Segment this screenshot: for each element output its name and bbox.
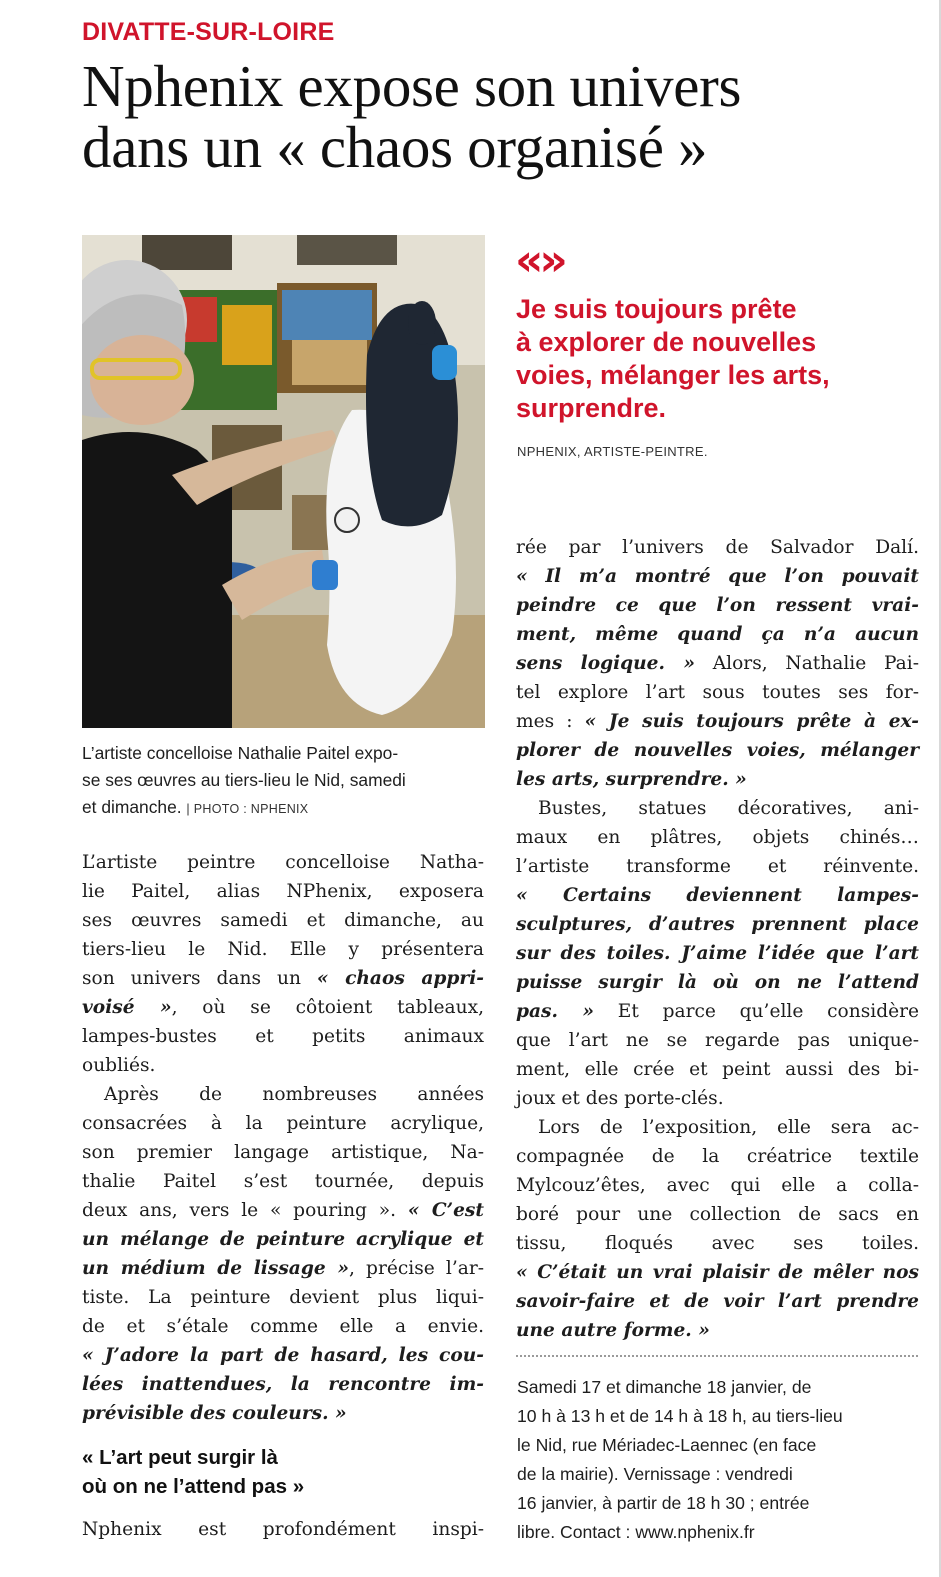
text-line: ment, même quand ça n’a aucun (516, 624, 919, 645)
quote-run: un médium de lissage » (82, 1258, 349, 1279)
info-line-3: le Nid, rue Mériadec-Laennec (en face (517, 1435, 817, 1455)
text-line: consacrées à la peinture acrylique, (82, 1113, 484, 1134)
text-line: boré pour une collection de sacs en (516, 1204, 919, 1225)
body-column-left-continued (82, 1515, 484, 1544)
pull-quote-attribution: NPHENIX, ARTISTE-PEINTRE. (517, 444, 708, 459)
text-line: rée par l’univers de Salvador Dalí. (516, 537, 919, 558)
headline (82, 53, 932, 180)
text-line: L’artiste peintre concelloise Natha- (82, 852, 484, 873)
text-run: , précise l’ar- (349, 1258, 484, 1279)
text-line: Bustes, statues décoratives, ani- (538, 798, 919, 819)
info-line-2: 10 h à 13 h et de 14 h à 18 h, au tiers-lieu (517, 1406, 843, 1426)
quote-run: pas. » (516, 1001, 594, 1022)
text-line: Après de nombreuses années (104, 1084, 484, 1105)
text-line: sur des toiles. J’aime l’idée que l’art (516, 943, 919, 964)
text-line: Mylcouz’êtes, avec qui elle a colla- (516, 1175, 919, 1196)
quote-marks-icon: «» (515, 235, 564, 286)
text-line: un mélange de peinture acrylique et (82, 1229, 484, 1250)
text-line: sculptures, d’autres prennent place (516, 914, 919, 935)
text-line: « J’adore la part de hasard, les cou- (82, 1345, 484, 1366)
text-line: les arts, surprendre. » (516, 769, 747, 790)
text-line: peindre ce que l’on ressent vrai- (516, 595, 919, 616)
quote-run: « C’est (407, 1200, 484, 1221)
text-line: joux et des porte-clés. (516, 1088, 724, 1109)
info-line-1: Samedi 17 et dimanche 18 janvier, de (517, 1377, 812, 1397)
subheading-line-2: où on ne l’attend pas » (82, 1475, 305, 1498)
text-line: ses œuvres samedi et dimanche, au (82, 910, 484, 931)
text-line: compagnée de la créatrice textile (516, 1146, 919, 1167)
text-line (82, 1196, 484, 1225)
caption-line-1: L’artiste concelloise Nathalie Paitel expo- (82, 743, 399, 763)
text-run: deux ans, vers le « pouring ». (82, 1200, 408, 1221)
article-photo (82, 235, 485, 728)
text-line: prévisible des couleurs. » (82, 1403, 347, 1424)
text-run: son univers dans un (82, 968, 317, 989)
text-line: ment, elle crée et peint aussi des bi- (516, 1059, 919, 1080)
text-line: tiers-lieu le Nid. Elle y présentera (82, 939, 484, 960)
text-run: , où se côtoient tableaux, (171, 997, 484, 1018)
text-line: tiste. La peinture devient plus liqui- (82, 1287, 484, 1308)
text-line: l’artiste transforme et réinvente. (516, 856, 919, 877)
event-info-box (517, 1373, 917, 1547)
text-line: maux en plâtres, objets chinés… (516, 827, 919, 848)
quote-run: « Je suis toujours prête à ex- (584, 711, 919, 732)
body-column-left (82, 848, 484, 1428)
info-line-4: de la mairie). Vernissage : vendredi (517, 1464, 793, 1484)
text-line: savoir-faire et de voir l’art prendre (516, 1291, 919, 1312)
text-run: Alors, Nathalie Pai- (694, 653, 919, 674)
photo-credit: | PHOTO : NPHENIX (186, 802, 309, 816)
text-line: plorer de nouvelles voies, mélanger (516, 740, 919, 761)
text-line: une autre forme. » (516, 1320, 710, 1341)
text-line: Nphenix est profondément inspi- (82, 1519, 484, 1540)
paragraph-1 (82, 848, 484, 1080)
text-line: puisse surgir là où on ne l’attend (516, 972, 919, 993)
text-line (82, 1254, 484, 1283)
text-line: lie Paitel, alias NPhenix, exposera (82, 881, 484, 902)
text-line: tel explore l’art sous toutes ses for- (516, 682, 919, 703)
photo-illustration (82, 235, 485, 728)
pull-quote (516, 293, 926, 425)
quote-run: voisé » (82, 997, 172, 1018)
text-line: « Il m’a montré que l’on pouvait (516, 566, 919, 587)
text-line: Lors de l’exposition, elle sera ac- (538, 1117, 919, 1138)
text-line: oubliés. (82, 1055, 156, 1076)
text-line (82, 964, 484, 993)
text-line (516, 707, 919, 736)
quote-run: sens logique. » (516, 653, 695, 674)
text-run: Et parce qu’elle considère (593, 1001, 919, 1022)
text-line: de et s’étale comme elle a envie. (82, 1316, 484, 1337)
text-line (516, 649, 919, 678)
text-line (82, 993, 484, 1022)
pull-quote-line-1: Je suis toujours prête (516, 294, 797, 324)
text-line: « Certains deviennent lampes- (516, 885, 919, 906)
pull-quote-line-2: à explorer de nouvelles (516, 327, 817, 357)
pull-quote-line-3: voies, mélanger les arts, (516, 360, 830, 390)
headline-line-2: dans un « chaos organisé » (82, 114, 708, 180)
caption-line-2: se ses œuvres au tiers-lieu le Nid, samedi (82, 770, 406, 790)
subheading (82, 1443, 482, 1501)
headline-line-1: Nphenix expose son univers (82, 53, 742, 119)
pull-quote-line-4: surprendre. (516, 393, 667, 423)
photo-caption (82, 740, 492, 823)
text-line: lampes-bustes et petits animaux (82, 1026, 484, 1047)
quote-run: « chaos appri- (316, 968, 484, 989)
text-line (516, 997, 919, 1026)
body-column-right (516, 533, 919, 1345)
section-kicker: DIVATTE-SUR-LOIRE (82, 18, 335, 46)
text-line: tissu, floqués avec ses toiles. (516, 1233, 919, 1254)
dotted-divider (516, 1355, 918, 1357)
paragraph-2 (82, 1080, 484, 1428)
text-line: que l’art ne se regarde pas unique- (516, 1030, 919, 1051)
text-line: thalie Paitel s’est tournée, depuis (82, 1171, 484, 1192)
text-line: « C’était un vrai plaisir de mêler nos (516, 1262, 919, 1283)
text-line: son premier langage artistique, Na- (82, 1142, 484, 1163)
subheading-line-1: « L’art peut surgir là (82, 1446, 278, 1469)
info-line-5: 16 janvier, à partir de 18 h 30 ; entrée (517, 1493, 810, 1513)
text-line: lées inattendues, la rencontre im- (82, 1374, 484, 1395)
caption-line-3 (82, 794, 492, 823)
text-run: mes : (516, 711, 585, 732)
info-line-6: libre. Contact : www.nphenix.fr (517, 1522, 755, 1542)
caption-line-3-text: et dimanche. (82, 797, 182, 817)
